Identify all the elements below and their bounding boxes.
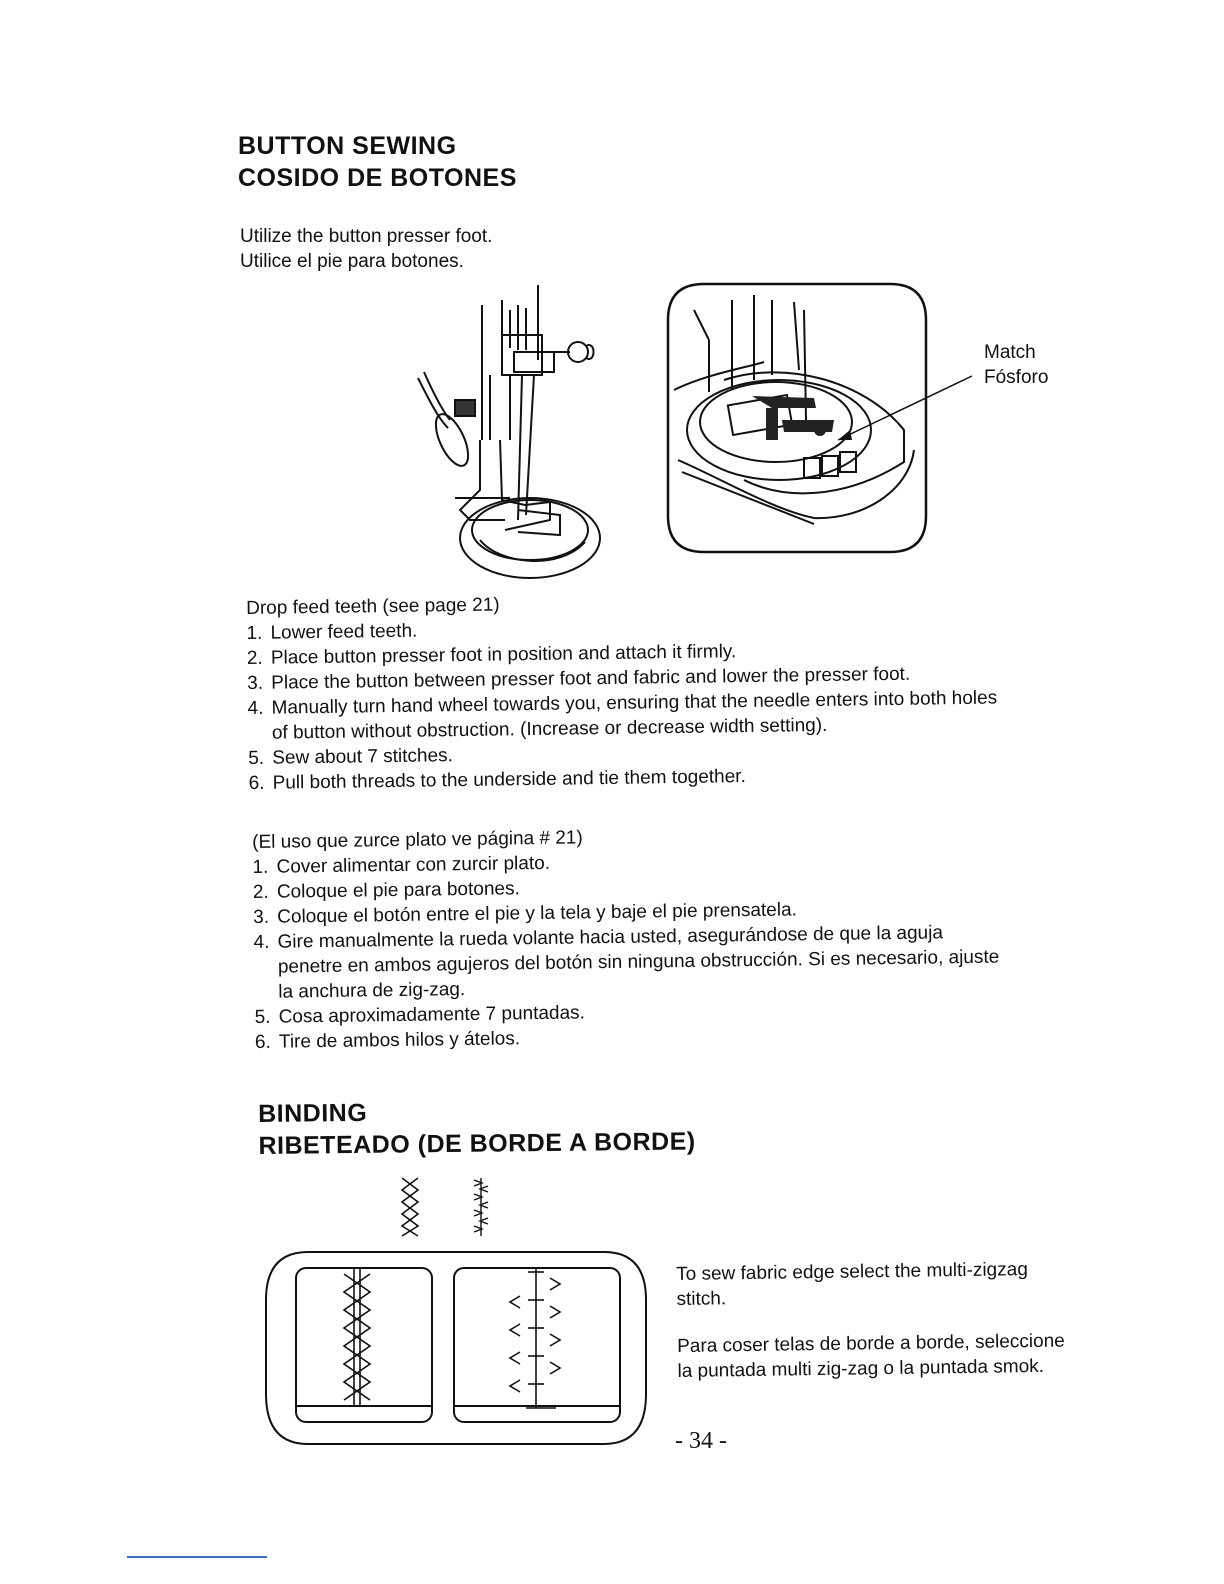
step-number: 1.: [252, 856, 269, 878]
step-continuation: la anchura de zig-zag.: [278, 979, 466, 1003]
step-number: 3.: [247, 672, 264, 694]
instructions-es-title: (El uso que zurce plato ve página # 21): [252, 827, 583, 853]
binding-text-en-1: To sew fabric edge select the multi-zigzag: [676, 1259, 1028, 1285]
binding-illustration: [258, 1244, 650, 1448]
instructions-es: [252, 820, 1000, 1055]
step-number: 2.: [252, 881, 269, 903]
step-continuation: penetre en ambos agujeros del botón sin ninguna obstrucción. Si es necesario, ajuste: [277, 946, 1000, 978]
callout-match: Match: [984, 342, 1036, 363]
step-text: Place button presser foot in position and attach it firmly.: [270, 641, 737, 669]
callout-arrow: [830, 370, 980, 450]
step-continuation: of button without obstruction. (Increase or decrease width setting).: [271, 714, 828, 744]
step-number: 1.: [246, 622, 263, 644]
intro-es: Utilice el pie para botones.: [240, 251, 464, 272]
step-number: 3.: [253, 906, 270, 928]
step-number: 5.: [254, 1006, 271, 1028]
step-number: 4.: [253, 931, 270, 953]
step-number: 6.: [254, 1031, 271, 1053]
step-text: Lower feed teeth.: [270, 620, 418, 644]
step-text: Pull both threads to the underside and tie them together.: [272, 766, 746, 794]
intro-text: [240, 224, 492, 274]
intro-en: Utilize the button presser foot.: [240, 226, 493, 247]
step-text: Place the button between presser foot and fabric and lower the presser foot.: [271, 663, 911, 694]
bottom-rule: [127, 1556, 267, 1558]
step-text: Cover alimentar con zurcir plato.: [276, 852, 551, 878]
binding-text-es-1: Para coser telas de borde a borde, seleccione: [677, 1330, 1065, 1357]
step-text: Gire manualmente la rueda volante hacia usted, asegurándose de que la aguja: [277, 922, 944, 953]
step-text: Manually turn hand wheel towards you, ensuring that the needle enters into both holes: [271, 687, 998, 719]
button-sewing-heading: [238, 130, 517, 194]
step-text: Sew about 7 stitches.: [272, 745, 454, 769]
instructions-en: [246, 586, 998, 796]
binding-heading-es: RIBETEADO (DE BORDE A BORDE): [258, 1127, 696, 1160]
step-number: 5.: [248, 747, 265, 769]
step-text: Tire de ambos hilos y átelos.: [278, 1028, 521, 1053]
heading-es: COSIDO DE BOTONES: [238, 164, 517, 192]
callout-fosforo: Fósforo: [984, 367, 1049, 388]
step-text: Cosa aproximadamente 7 puntadas.: [278, 1002, 586, 1028]
instructions-en-title: Drop feed teeth (see page 21): [246, 594, 500, 619]
smock-stitch-icon: [474, 1178, 488, 1236]
step-text: Coloque el pie para botones.: [276, 878, 520, 903]
step-number: 6.: [248, 772, 265, 794]
callout-label: [984, 340, 1048, 390]
step-number: 2.: [246, 647, 263, 669]
heading-en: BUTTON SEWING: [238, 132, 457, 160]
step-number: 4.: [247, 697, 264, 719]
binding-description: [676, 1257, 1065, 1384]
binding-heading-en: BINDING: [258, 1098, 368, 1128]
stitch-pattern-icons: [396, 1174, 506, 1238]
step-text: Coloque el botón entre el pie y la tela y baje el pie prensatela.: [277, 899, 798, 928]
page-number: - 34 -: [675, 1428, 727, 1454]
button-presser-foot-illustration: [410, 280, 610, 590]
binding-heading: [258, 1093, 696, 1162]
multi-zigzag-stitch-icon: [402, 1178, 418, 1236]
binding-text-es-2: la puntada multi zig-zag o la puntada smok.: [677, 1355, 1045, 1382]
binding-text-en-2: stitch.: [676, 1288, 727, 1310]
